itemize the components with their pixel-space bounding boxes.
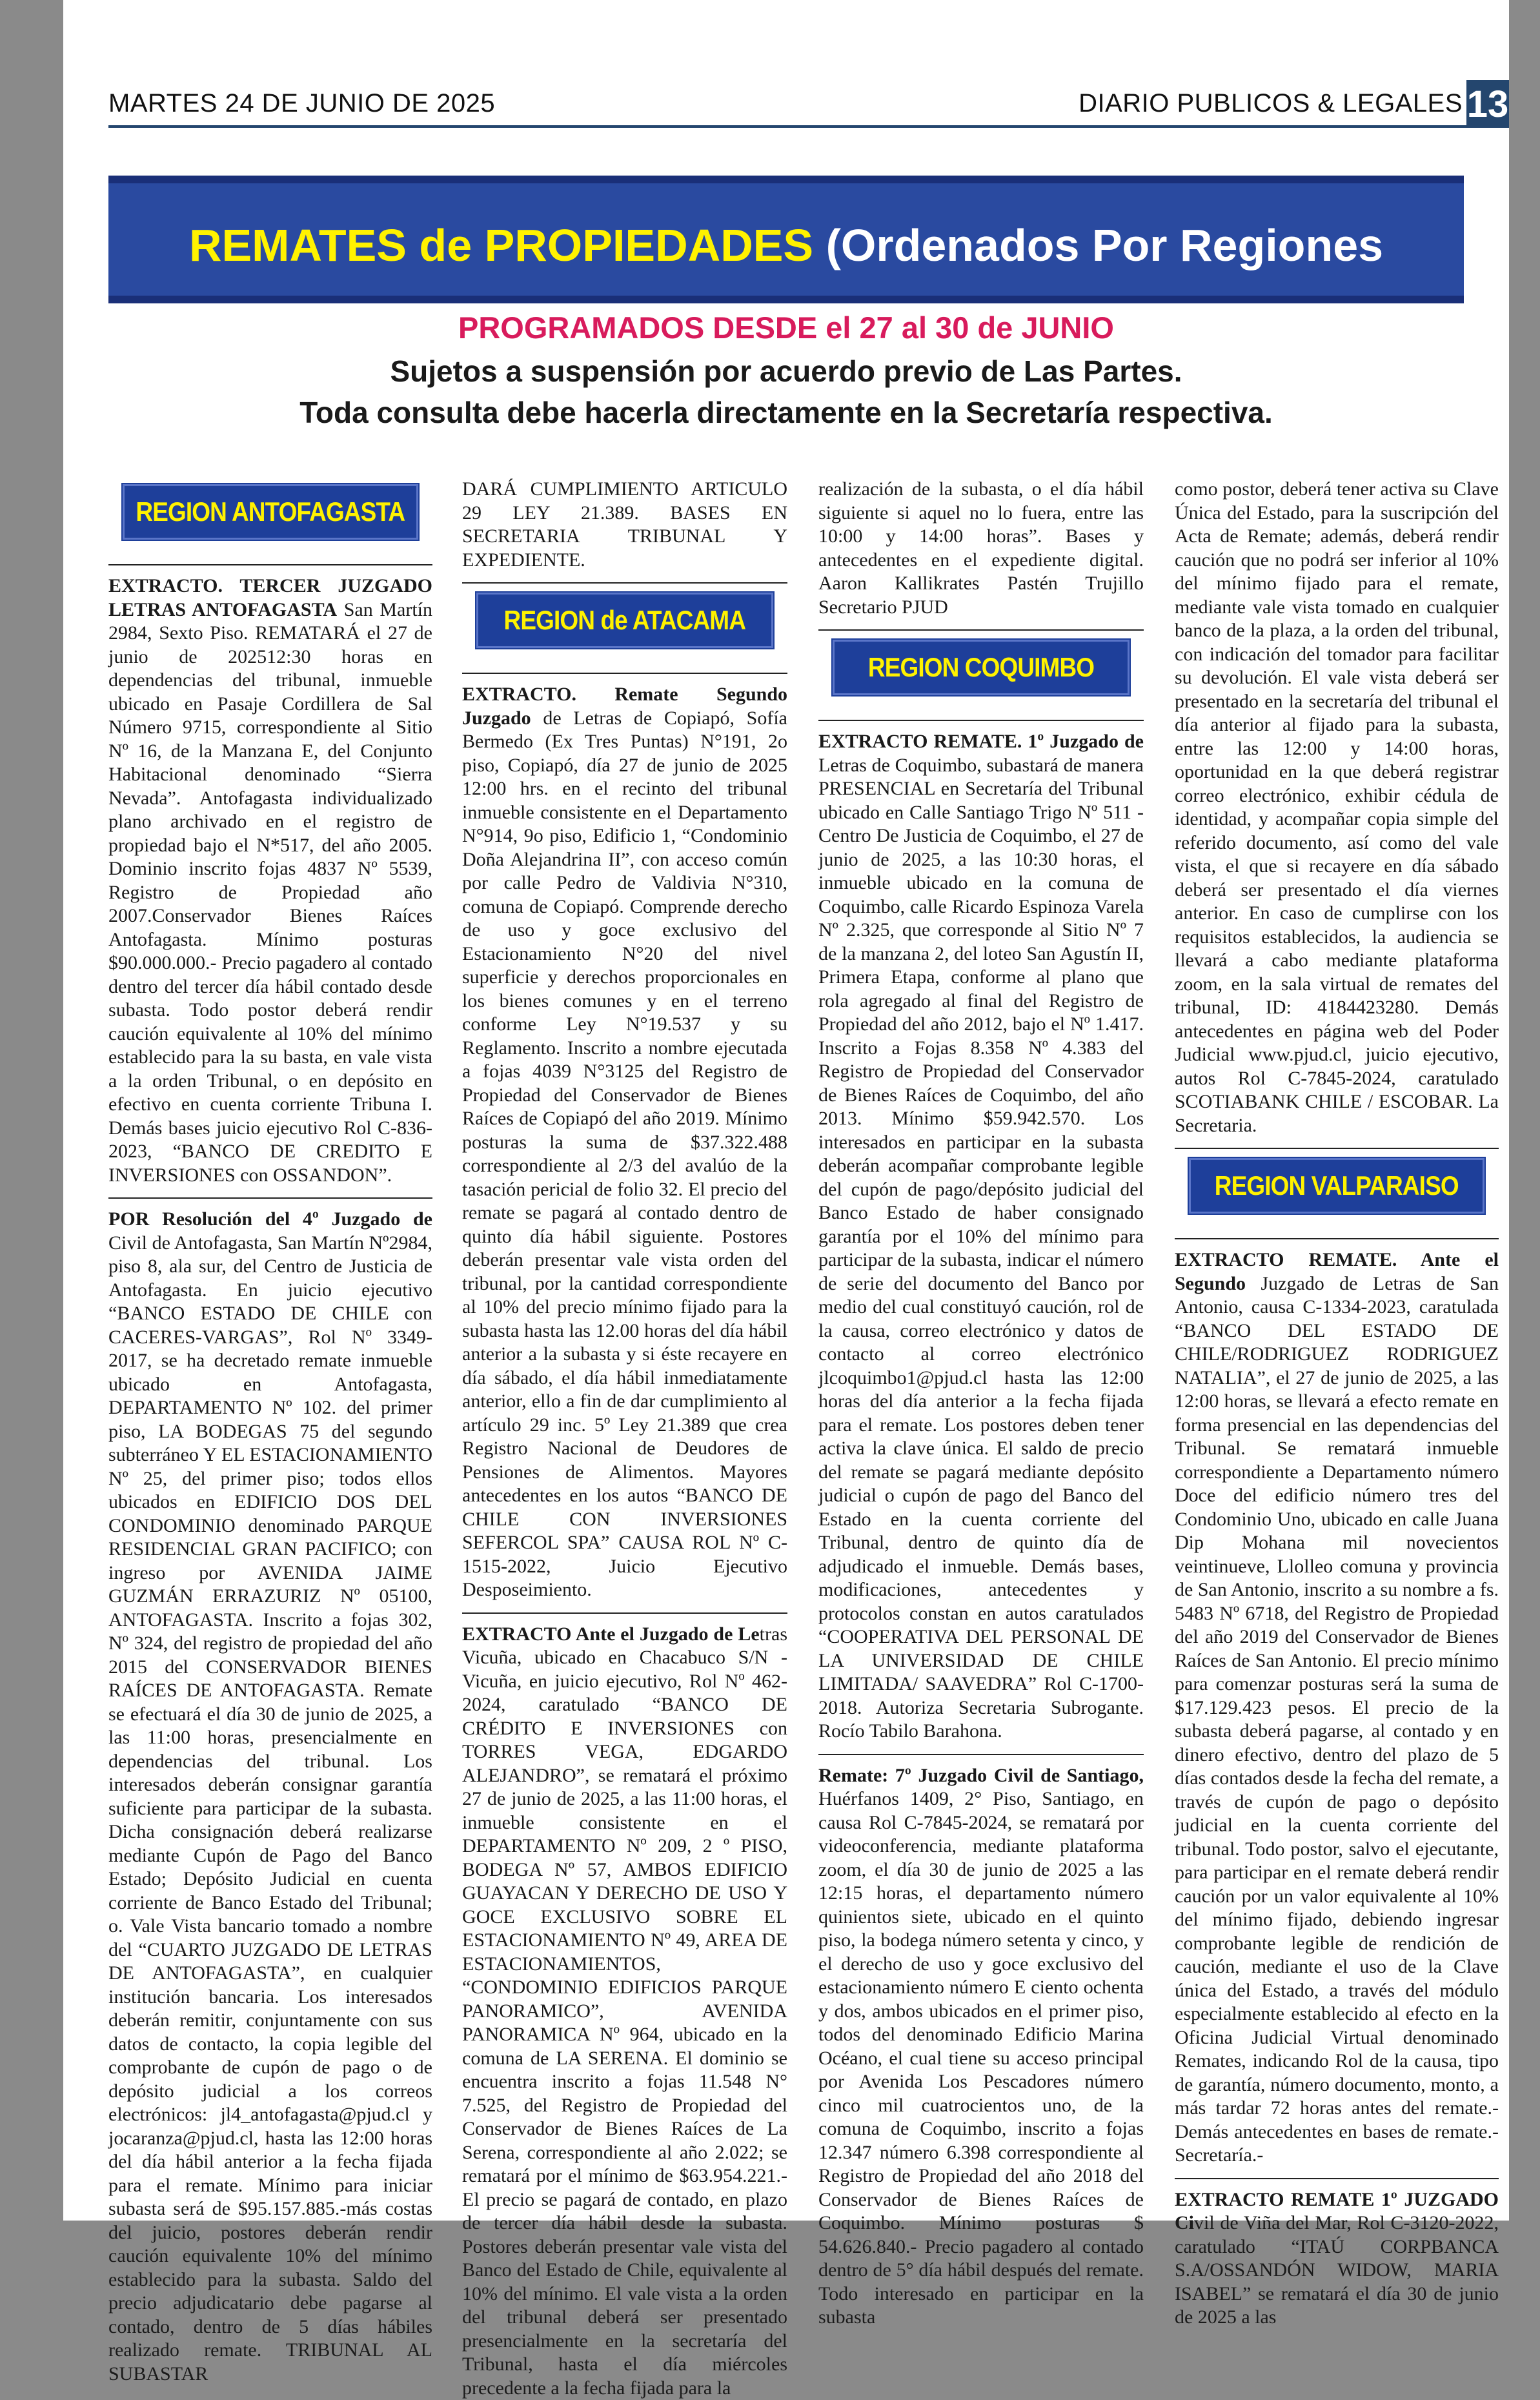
notice-atacama-2: EXTRACTO Ante el Juzgado de Letras Vicuña, ubicado en Chacabuco S/N - Vicuña, en juicio ejecutivo, Rol Nº 462-2024, caratulado “BANCO DE CRÉDITO E INVERSIONES con TORRES VEGA, EDGARDO ALEJANDRO”, se rematará el próximo 27 de junio de 2025, a las 11:00 horas, el inmueble consistente en el DEPARTAMENTO Nº 209, 2 º PISO, BODEGA Nº 57, AMBOS EDIFICIO GUAYACAN Y DERECHO DE USO Y GOCE EXCLUSIVO SOBRE EL ESTACIONAMIENTO Nº 49, AREA DE ESTACIONAMIENTOS, “CONDOMINIO EDIFICIOS PARQUE PANORAMICO”, AVENIDA PANORAMICA Nº 964, ubicado en la comuna de LA SERENA. El dominio se encuentra inscrito a fojas 11.548 N° 7.525, del Registro de Propiedad del Conservador de Bienes Raíces de La Serena, correspondiente al año 2.022; se rematará por el mínimo de $63.954.221.- El precio se pagará de contado, en plazo de tercer día hábil desde la subasta. Postores deberán presentar vale vista del Banco del Estado de Chile, equivalente al 10% del mínimo. El vale vista a la orden del tribunal deberá ser presentado presencialmente en la secretaría del Tribunal, hasta el día miércoles precedente a la fecha fijada para la <box>462 1623 787 2400</box>
region-coquimbo-header: REGION COQUIMBO <box>833 640 1130 695</box>
notice-atacama-2-continued: realización de la subasta, o el día hábil siguiente si aquel no lo fuera, entre las 10:00 y 14:00 horas”. Bases y antecedentes en el expediente digital. Aaron Kallikrates Pastén Trujillo Secretario PJUD <box>818 478 1144 619</box>
divider <box>1175 1238 1499 1239</box>
notice-antofagasta-1: EXTRACTO. TERCER JUZGADO LETRAS ANTOFAGASTA San Martín 2984, Sexto Piso. REMATARÁ el 27 de junio de 202512:30 horas en dependencias del tribunal, inmueble ubicado en Pasaje Cordillera de Sal Número 9715, correspondiente al Sitio Nº 16, de la Manzana E, del Conjunto Habitacional denominado “Sierra Nevada”. Antofagasta individualizado plano archivado en el registro de propiedad bajo el N*517, del año 2005. Dominio inscrito fojas 4837 Nº 5539, Registro de Propiedad año 2007.Conservador Bienes Raíces Antofagasta. Mínimo posturas $90.000.000.- Precio pagadero al contado dentro del tercer día hábil contado desde subasta. Todo postor deberá rendir caución equivalente al 10% del mínimo establecido para la su basta, en vale vista a la orden Tribunal, o en depósito en efectivo en cuenta corriente Tribuna I. Demás bases juicio ejecutivo Rol C-836-2023, “BANCO DE CREDITO E INVERSIONES con OSSANDON”. <box>108 575 432 1187</box>
notice-valparaiso-1: EXTRACTO REMATE. Ante el Segundo Juzgado de Letras de San Antonio, causa C-1334-2023, caratulada “BANCO DEL ESTADO DE CHILE/RODRIGUEZ RODRIGUEZ NATALIA”, el 27 de junio de 2025, a las 12:00 horas, se llevará a efecto remate en forma presencial en las dependencias del Tribunal. Se rematará inmueble correspondiente a Departamento número Doce del edificio número tres del Condominio Uno, ubicado en calle Juana Dip Mohana mil novecientos veintinueve, Llolleo comuna y provincia de San Antonio, inscrito a su nombre a fs. 5483 Nº 6718, del Registro de Propiedad del año 2019 del Conservador de Bienes Raíces de San Antonio. El precio mínimo para comenzar posturas será la suma de $17.129.423 pesos. El precio de la subasta deberá pagarse, al contado y en dinero efectivo, dentro del plazo de 5 días contados desde la fecha del remate, a través de cupón de pago o depósito judicial en la cuenta corriente del tribunal. Todo postor, salvo el ejecutante, para participar en el remate deberá rendir caución por un valor equivalente al 10% del mínimo fijado, debiendo ingresar comprobante legible de rendición de caución, mediante el uso de la Clave única del Estado, a través del módulo especialmente establecido al efecto en la Oficina Judicial Virtual denominado Remates, indicando Rol de la causa, tipo de garantía, número documento, monto, a más tardar 72 horas antes del remate.- Demás antecedentes en bases de remate.- Secretaría.- <box>1175 1248 1499 2168</box>
schedule-heading: PROGRAMADOS DESDE el 27 al 30 de JUNIO <box>63 310 1509 345</box>
banner-title-sub: (Ordenados Por Regiones <box>826 220 1383 270</box>
divider <box>108 1197 432 1199</box>
divider <box>462 1612 787 1614</box>
banner-title <box>108 219 1464 271</box>
consultation-note: Toda consulta debe hacerla directamente en la Secretaría respectiva. <box>63 395 1509 430</box>
notice-coquimbo-2-continued: como postor, deberá tener activa su Clave Única del Estado, para la suscripción del Acta de Remate; además, deberá rendir caución que no podrá ser inferior al 10% del mínimo fijado para el remate, mediante vale vista tomado en cualquier banco de la plaza, a la orden del tribunal, con indicación del tomador para facilitar su devolución. El vale vista deberá ser presentado en la secretaría del tribunal el día anterior al fijado para la subasta, entre las 12:00 y 14:00 horas, oportunidad en la que deberá registrar correo electrónico, exhibir cédula de identidad, y acompañar copia simple del referido documento, así como del vale vista, el que si recayere en día sábado deberá ser presentado el día viernes anterior. En caso de cumplirse con los requisitos establecidos, la audiencia se llevará a cabo mediante plataforma zoom, en la sala virtual de remates del tribunal, ID: 4184423280. Demás antecedentes en página web del Poder Judicial www.pjud.cl, juicio ejecutivo, autos Rol C-7845-2024, caratulado SCOTIABANK CHILE / ESCOBAR. La Secretaria. <box>1175 478 1499 1137</box>
header-rule <box>108 125 1466 128</box>
divider <box>818 1754 1144 1755</box>
newspaper-name: DIARIO PUBLICOS & LEGALES <box>1079 89 1463 118</box>
region-atacama-header: REGION de ATACAMA <box>476 593 773 648</box>
column-4 <box>1175 478 1499 2330</box>
column-2 <box>462 478 787 2400</box>
newspaper-page <box>63 0 1509 2221</box>
divider <box>462 673 787 674</box>
divider <box>462 582 787 584</box>
notice-valparaiso-2: EXTRACTO REMATE 1º JUZGADO Civil de Viña del Mar, Rol C-3120-2022, caratulado “ITAÚ CORPBANCA S.A/OSSANDÓN WIDOW, MARIA ISABEL” se rematará el día 30 de junio de 2025 a las <box>1175 2188 1499 2330</box>
divider <box>1175 2178 1499 2179</box>
section-banner <box>108 176 1464 303</box>
divider <box>108 564 432 565</box>
notice-coquimbo-1: EXTRACTO REMATE. 1º Juzgado de Letras de Coquimbo, subastará de manera PRESENCIAL en Secretaría del Tribunal ubicado en Calle Santiago Trigo Nº 511 - Centro De Justicia de Coquimbo, el 27 de junio de 2025, a las 10:30 horas, el inmueble ubicado en la comuna de Coquimbo, calle Ricardo Espinoza Varela Nº 2.325, que corresponde al Sitio Nº 7 de la manzana 2, del loteo San Agustín II, Primera Etapa, conforme al plano que rola agregado al final del Registro de Propiedad del año 2012, bajo el Nº 1.417. Inscrito a Fojas 8.358 Nº 4.383 del Registro de Propiedad del Conservador de Bienes Raíces de Coquimbo, del año 2013. Mínimo $59.942.570. Los interesados en participar en la subasta deberán acompañar comprobante legible del cupón de pago/depósito judicial del Banco Estado de haber consignado garantía por el 10% del mínimo para participar de la subasta, indicar el número de serie del documento del Banco por medio del cual constituyó caución, rol de la causa, correo electrónico y datos de contacto al correo electrónico jlcoquimbo1@pjud.cl hasta las 12:00 horas del día anterior a la fecha fijada para el remate. Los postores deben tener activa la clave única. El saldo de precio del remate se pagará mediante depósito judicial o cupón de pago del Banco del Estado en la cuenta corriente del Tribunal, dentro de quinto día de adjudicado el inmueble. Demás bases, modificaciones, antecedentes y protocolos constan en autos caratulados “COOPERATIVA DEL PERSONAL DE LA UNIVERSIDAD DE CHILE LIMITADA/ SAAVEDRA” Rol C-1700-2018. Autoriza Secretaria Subrogante. Rocío Tabilo Barahona. <box>818 730 1144 1744</box>
region-valparaiso-header: REGION VALPARAISO <box>1189 1158 1484 1214</box>
divider <box>818 720 1144 721</box>
issue-date: MARTES 24 DE JUNIO DE 2025 <box>108 89 495 118</box>
notice-antofagasta-2-continued: DARÁ CUMPLIMIENTO ARTICULO 29 LEY 21.389. BASES EN SECRETARIA TRIBUNAL Y EXPEDIENTE. <box>462 478 787 572</box>
column-3 <box>818 478 1144 2330</box>
page-number-badge: 13 <box>1466 80 1509 128</box>
banner-title-main: REMATES de PROPIEDADES <box>189 220 813 270</box>
divider <box>1175 1148 1499 1149</box>
notice-atacama-1: EXTRACTO. Remate Segundo Juzgado de Letras de Copiapó, Sofía Bermedo (Ex Tres Puntas) N°191, 2o piso, Copiapó, día 27 de junio de 2025 12:00 hrs. en el recinto del tribunal inmueble consistente en el Departamento N°914, 9o piso, Edificio 1, “Condominio Doña Alejandrina II”, con acceso común por calle Pedro de Valdivia N°310, comuna de Copiapó. Comprende derecho de uso y goce exclusivo del Estacionamiento N°20 del nivel superficie y derechos proporcionales en los bienes comunes y en el terreno conforme Ley N°19.537 y su Reglamento. Inscrito a nombre ejecutada a fojas 4039 N°3125 del Registro de Propiedad del Conservador de Bienes Raíces de Copiapó del año 2019. Mínimo posturas la suma de $37.322.488 correspondiente al 2/3 del avalúo de la tasación pericial de folio 32. El precio del remate se pagará al contado dentro de quinto día hábil siguiente. Postores deberán presentar vale vista orden del tribunal, por la cantidad correspondiente al 10% del precio mínimo fijado para la subasta hasta las 12.00 horas del día hábil anterior a la subasta y si éste recayere en día sábado, el día hábil inmediatamente anterior, ello a fin de dar cumplimiento al artículo 29 inc. 5º Ley 21.389 que crea Registro Nacional de Deudores de Pensiones de Alimentos. Mayores antecedentes en los autos “BANCO DE CHILE CON INVERSIONES SEFERCOL SPA” CAUSA ROL Nº C-1515-2022, Juicio Ejecutivo Desposeimiento. <box>462 683 787 1602</box>
notice-antofagasta-2: POR Resolución del 4º Juzgado de Civil de Antofagasta, San Martín Nº2984, piso 8, ala sur, del Centro de Justicia de Antofagasta. En juicio ejecutivo “BANCO ESTADO DE CHILE con CACERES-VARGAS”, Rol Nº 3349-2017, se ha decretado remate inmueble ubicado en Antofagasta, DEPARTAMENTO Nº 102. del primer piso, LA BODEGAS 75 del segundo subterráneo Y EL ESTACIONAMIENTO Nº 25, del primer piso; todos ellos ubicados en EDIFICIO DOS DEL CONDOMINIO denominado PARQUE RESIDENCIAL GRAN PACIFICO; con ingreso por AVENIDA JAIME GUZMÁN ERRAZURIZ Nº 05100, ANTOFAGASTA. Inscrito a fojas 302, Nº 324, del registro de propiedad del año 2015 del CONSERVADOR BIENES RAÍCES DE ANTOFAGASTA. Remate se efectuará el día 30 de junio de 2025, a las 11:00 horas, presencialmente en dependencias del tribunal. Los interesados deberán consignar garantía suficiente para participar de la subasta. Dicha consignación deberá realizarse mediante Cupón de Pago del Banco Estado; Depósito Judicial en cuenta corriente de Banco Estado del Tribunal; o. Vale Vista bancario tomado a nombre del “CUARTO JUZGADO DE LETRAS DE ANTOFAGASTA”, en cualquier institución bancaria. Los interesados deberán remitir, conjuntamente con sus datos de contacto, la copia legible del comprobante de cupón de pago o de depósito judicial a los correos electrónicos: jl4_antofagasta@pjud.cl y jocaranza@pjud.cl, hasta las 12:00 horas del día hábil anterior a la fecha fijada para el remate. Mínimo para iniciar subasta será de $95.157.885.-más costas del juicio, postores deberán rendir caución equivalente 10% del mínimo establecido para la subasta. Saldo del precio adjudicatario debe pagarse al contado, dentro de 5 días hábiles realizado remate. TRIBUNAL AL SUBASTAR <box>108 1208 432 2386</box>
divider <box>818 629 1144 631</box>
suspension-note: Sujetos a suspensión por acuerdo previo de Las Partes. <box>63 354 1509 389</box>
column-1 <box>108 478 432 2386</box>
region-antofagasta-header: REGION ANTOFAGASTA <box>123 484 418 540</box>
notice-coquimbo-2: Remate: 7º Juzgado Civil de Santiago, Huérfanos 1409, 2° Piso, Santiago, en causa Rol C-7845-2024, se rematará por videoconferencia, mediante plataforma zoom, el día 30 de junio de 2025 a las 12:15 horas, el departamento número quinientos siete, ubicado en el quinto piso, la bodega número setenta y cinco, y el derecho de uso y goce exclusivo del estacionamiento número E ciento ochenta y dos, ambos ubicados en el primer piso, todos del denominado Edificio Marina Océano, el cual tiene su acceso principal por Avenida Los Pescadores número cinco mil cuatrocientos uno, de la comuna de Coquimbo, inscrito a fojas 12.347 número 6.398 correspondiente al Registro de Propiedad del año 2018 del Conservador de Bienes Raíces de Coquimbo. Mínimo posturas $ 54.626.840.- Precio pagadero al contado dentro de 5° día hábil después del remate. Todo interesado en participar en la subasta <box>818 1764 1144 2330</box>
